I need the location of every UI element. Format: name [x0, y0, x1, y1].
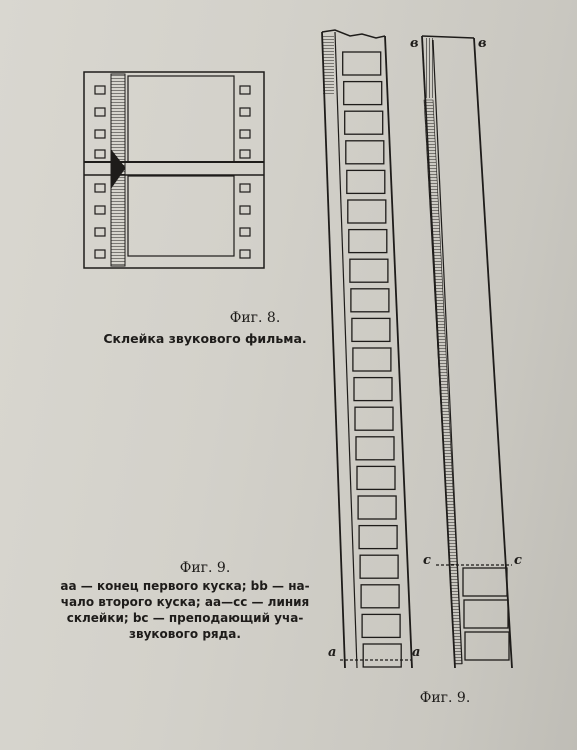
label-a-right: а	[412, 645, 421, 660]
film-frame	[344, 82, 382, 105]
legend-line: звукового ряда.	[129, 627, 241, 641]
film-frame	[358, 496, 396, 519]
label-b-right: в	[478, 36, 487, 51]
fig9-right-strip	[422, 36, 512, 668]
legend-line: чало второго куска; aa—cc — линия	[60, 595, 310, 609]
film-frame	[363, 644, 401, 667]
label-b-left: в	[410, 36, 419, 51]
fig9-right-number: Фиг. 9.	[419, 690, 471, 706]
film-frame	[359, 526, 397, 549]
film-frame	[346, 141, 384, 164]
film-frame	[345, 111, 383, 134]
film-frame	[343, 52, 381, 75]
film-frame	[362, 614, 400, 637]
film-frame	[361, 585, 399, 608]
fig8-title: Склейка звукового фильма.	[103, 331, 307, 346]
film-frame	[348, 200, 386, 223]
label-c-right: с	[514, 553, 522, 568]
film-frame	[352, 318, 390, 341]
film-frame	[351, 289, 389, 312]
fig8-film-strip	[84, 72, 264, 268]
label-a-left: а	[328, 645, 337, 660]
fig8-number: Фиг. 8.	[229, 310, 281, 326]
film-frame	[353, 348, 391, 371]
film-frame	[347, 170, 385, 193]
film-frame	[354, 378, 392, 401]
film-frame	[350, 259, 388, 282]
film-frame	[356, 437, 394, 460]
legend-line: склейки; bc — преподающий уча-	[66, 611, 304, 625]
film-frame	[357, 466, 395, 489]
label-c-left: с	[423, 553, 431, 568]
fig9-left-strip	[322, 30, 412, 668]
film-frame	[349, 230, 387, 253]
film-frame	[360, 555, 398, 578]
legend-line: aa — конец первого куска; bb — на-	[60, 579, 310, 593]
fig9-legend	[55, 578, 315, 642]
film-frame	[355, 407, 393, 430]
fig9-number: Фиг. 9.	[179, 560, 231, 576]
